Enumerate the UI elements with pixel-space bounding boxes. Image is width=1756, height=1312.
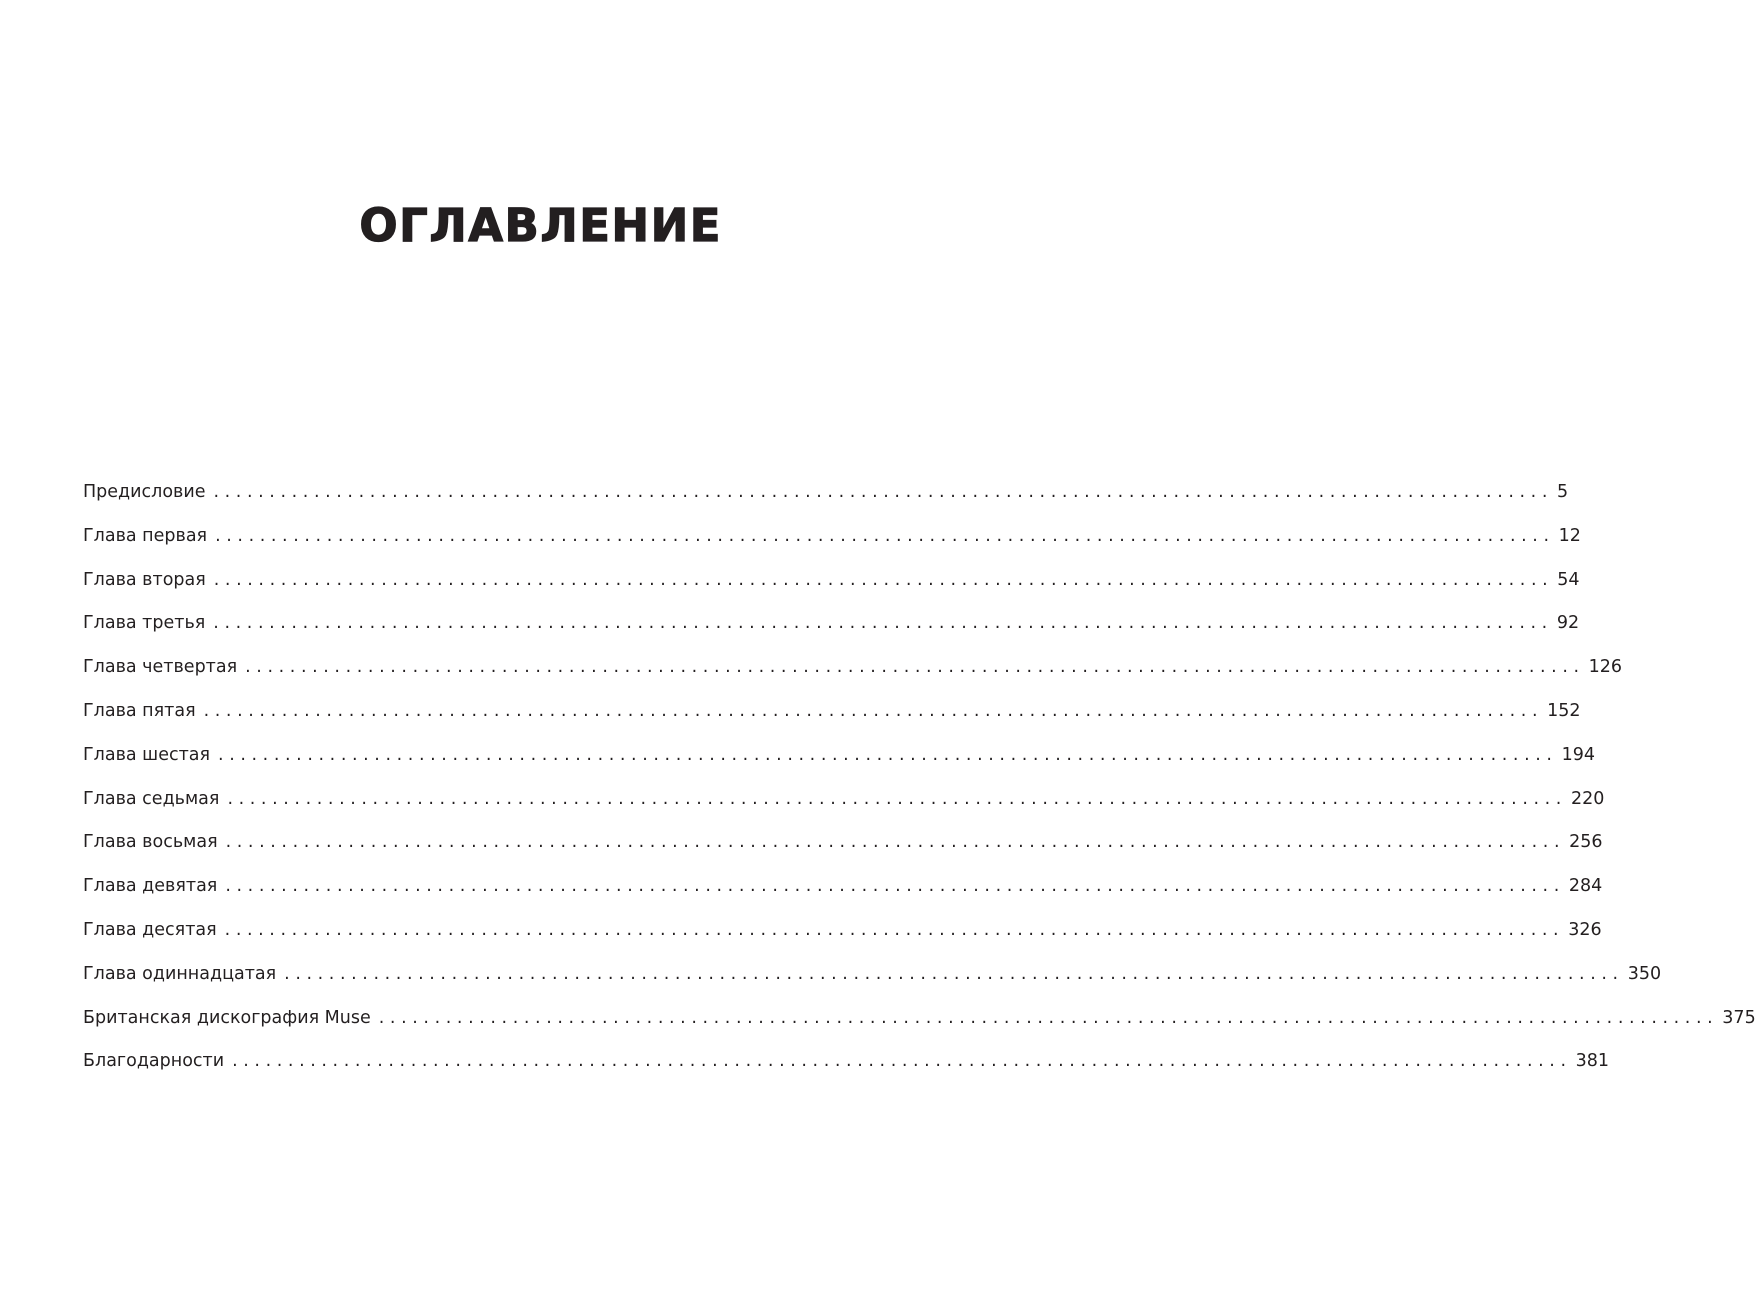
toc-entry-page-number: 284: [1568, 876, 1603, 897]
toc-entry[interactable]: [83, 786, 1605, 830]
toc-entry[interactable]: [83, 654, 1623, 698]
toc-entry-page-number: 194: [1561, 744, 1595, 765]
dot-leader: ........................................................................................................................: [215, 525, 1555, 546]
toc-entry[interactable]: [83, 1048, 1610, 1092]
toc-entry[interactable]: [83, 873, 1603, 917]
toc-entry-page-number: 350: [1627, 963, 1662, 984]
toc-entry-page-number: 256: [1569, 832, 1603, 853]
dot-leader: ........................................................................................................................: [225, 832, 1566, 853]
toc-entry-label: Глава вторая: [83, 569, 206, 590]
toc-entry-label: Глава пятая: [83, 700, 196, 721]
dot-leader: ........................................................................................................................: [284, 963, 1624, 984]
toc-entry-page-number: 12: [1558, 525, 1581, 546]
toc-entry-page-number: 92: [1556, 613, 1580, 634]
toc-entry-page-number: 220: [1570, 788, 1605, 809]
toc-entry-label: Глава седьмая: [83, 788, 220, 809]
toc-entry[interactable]: [83, 961, 1662, 1005]
toc-entry-label: Предисловие: [83, 482, 206, 502]
dot-leader: ........................................................................................................................: [232, 1051, 1572, 1072]
dot-leader: ........................................................................................................................: [225, 876, 1565, 897]
toc-entry-page-number: 375: [1722, 1007, 1756, 1028]
table-of-contents: [83, 479, 1756, 1092]
dot-leader: ........................................................................................................................: [203, 700, 1544, 721]
toc-entry-page-number: 54: [1557, 569, 1580, 590]
toc-entry-label: Глава третья: [83, 613, 206, 634]
toc-entry-label: Британская дискография Muse: [83, 1007, 371, 1028]
toc-entry-page-number: 5: [1557, 482, 1569, 502]
dot-leader: ........................................................................................................................: [213, 569, 1554, 590]
toc-entry-page-number: 126: [1588, 657, 1623, 678]
toc-entry-label: Глава шестая: [83, 744, 211, 765]
dot-leader: ........................................................................................................................: [224, 919, 1565, 940]
toc-entry[interactable]: [83, 567, 1580, 611]
page-title: ОГЛАВЛЕНИЕ: [359, 199, 722, 252]
toc-entry-label: Благодарности: [83, 1051, 225, 1072]
dot-leader: ........................................................................................................................: [218, 744, 1558, 765]
toc-entry-page-number: 152: [1547, 700, 1581, 721]
dot-leader: ........................................................................................................................: [213, 482, 1554, 502]
toc-entry[interactable]: [83, 742, 1595, 786]
dot-leader: ........................................................................................................................: [378, 1007, 1719, 1028]
toc-entry-label: Глава одиннадцатая: [83, 963, 277, 984]
dot-leader: ........................................................................................................................: [245, 657, 1585, 678]
toc-entry[interactable]: [83, 1005, 1756, 1049]
toc-entry-page-number: 381: [1575, 1051, 1610, 1072]
toc-entry[interactable]: [83, 829, 1603, 873]
dot-leader: ........................................................................................................................: [227, 788, 1567, 809]
toc-entry-label: Глава восьмая: [83, 832, 218, 853]
dot-leader: ........................................................................................................................: [213, 613, 1553, 634]
toc-entry[interactable]: [83, 479, 1569, 523]
toc-entry[interactable]: [83, 917, 1602, 961]
toc-entry-label: Глава первая: [83, 525, 208, 546]
toc-entry-label: Глава четвертая: [83, 657, 238, 678]
toc-entry-page-number: 326: [1568, 919, 1602, 940]
toc-entry[interactable]: [83, 610, 1580, 654]
toc-entry-label: Глава десятая: [83, 919, 217, 940]
toc-entry[interactable]: [83, 698, 1581, 742]
toc-entry-label: Глава девятая: [83, 876, 218, 897]
toc-entry[interactable]: [83, 523, 1581, 567]
